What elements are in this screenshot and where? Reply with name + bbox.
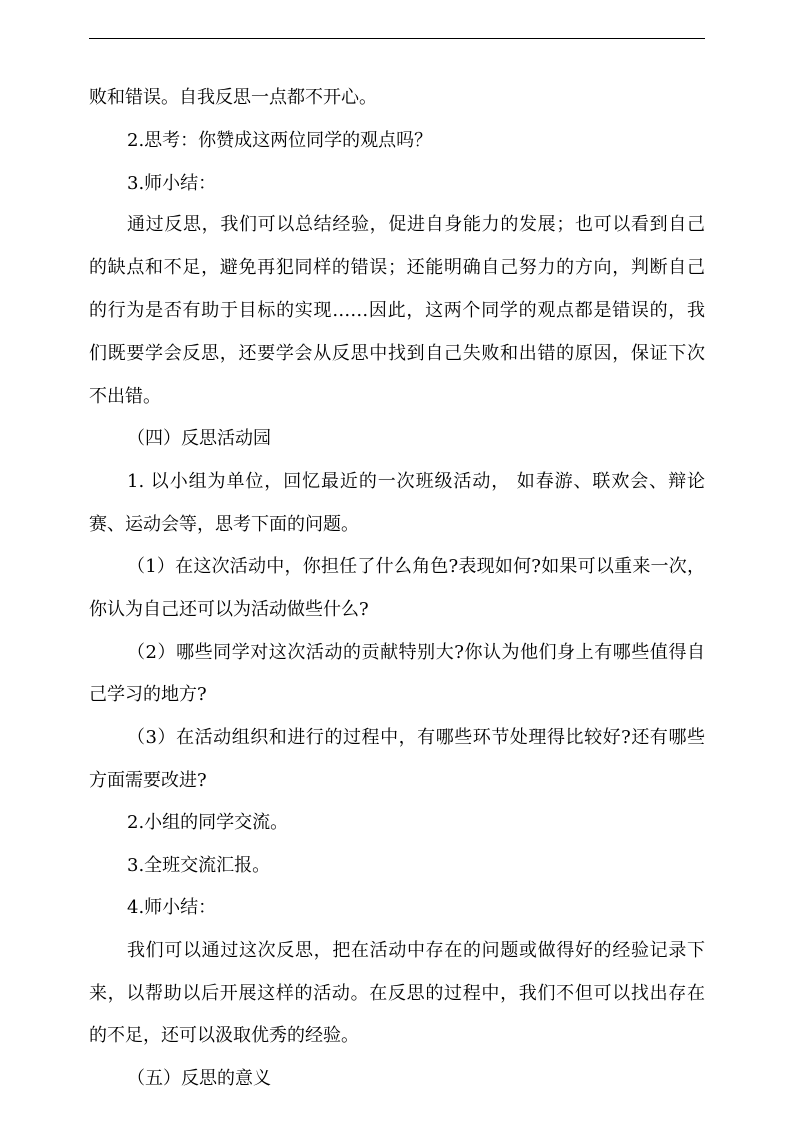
paragraph-line: 来，以帮助以后开展这样的活动。在反思的过程中，我们不但可以找出存在 xyxy=(89,983,705,1004)
paragraph-line: 1. 以小组为单位，回忆最近的一次班级活动， 如春游、联欢会、辩论 xyxy=(127,471,705,492)
paragraph-line: 赛、运动会等，思考下面的问题。 xyxy=(89,514,359,535)
paragraph-line: 们既要学会反思，还要学会从反思中找到自己失败和出错的原因，保证下次 xyxy=(89,343,705,364)
paragraph-line: 你认为自己还可以为活动做些什么? xyxy=(89,599,369,620)
paragraph-line: 的行为是否有助于目标的实现……因此，这两个同学的观点都是错误的，我 xyxy=(89,300,705,321)
header-rule xyxy=(89,38,705,39)
paragraph-line: 2.思考：你赞成这两位同学的观点吗？ xyxy=(127,130,433,151)
section-heading: （五）反思的意义 xyxy=(127,1068,271,1089)
paragraph-line: 己学习的地方? xyxy=(89,684,207,705)
paragraph-line: 4.师小结： xyxy=(127,897,217,918)
paragraph-line: 3.师小结： xyxy=(127,173,217,194)
paragraph-line: 的缺点和不足，避免再犯同样的错误；还能明确自己努力的方向，判断自己 xyxy=(89,257,705,278)
paragraph-line: 不出错。 xyxy=(89,386,161,407)
paragraph-line: 败和错误。自我反思一点都不开心。 xyxy=(89,87,377,108)
paragraph-line: 方面需要改进? xyxy=(89,770,207,791)
paragraph-line: 的不足，还可以汲取优秀的经验。 xyxy=(89,1025,359,1046)
paragraph-line: （1）在这次活动中，你担任了什么角色?表现如何?如果可以重来一次， xyxy=(127,556,705,577)
paragraph-line: 3.全班交流汇报。 xyxy=(127,855,271,876)
paragraph-line: 2.小组的同学交流。 xyxy=(127,812,289,833)
paragraph-line: （3）在活动组织和进行的过程中，有哪些环节处理得比较好?还有哪些 xyxy=(127,727,705,748)
paragraph-line: 通过反思，我们可以总结经验，促进自身能力的发展；也可以看到自己 xyxy=(127,214,705,235)
paragraph-line: 我们可以通过这次反思，把在活动中存在的问题或做得好的经验记录下 xyxy=(127,940,705,961)
section-heading: （四）反思活动园 xyxy=(127,428,271,449)
paragraph-line: （2）哪些同学对这次活动的贡献特别大?你认为他们身上有哪些值得自 xyxy=(127,642,705,663)
